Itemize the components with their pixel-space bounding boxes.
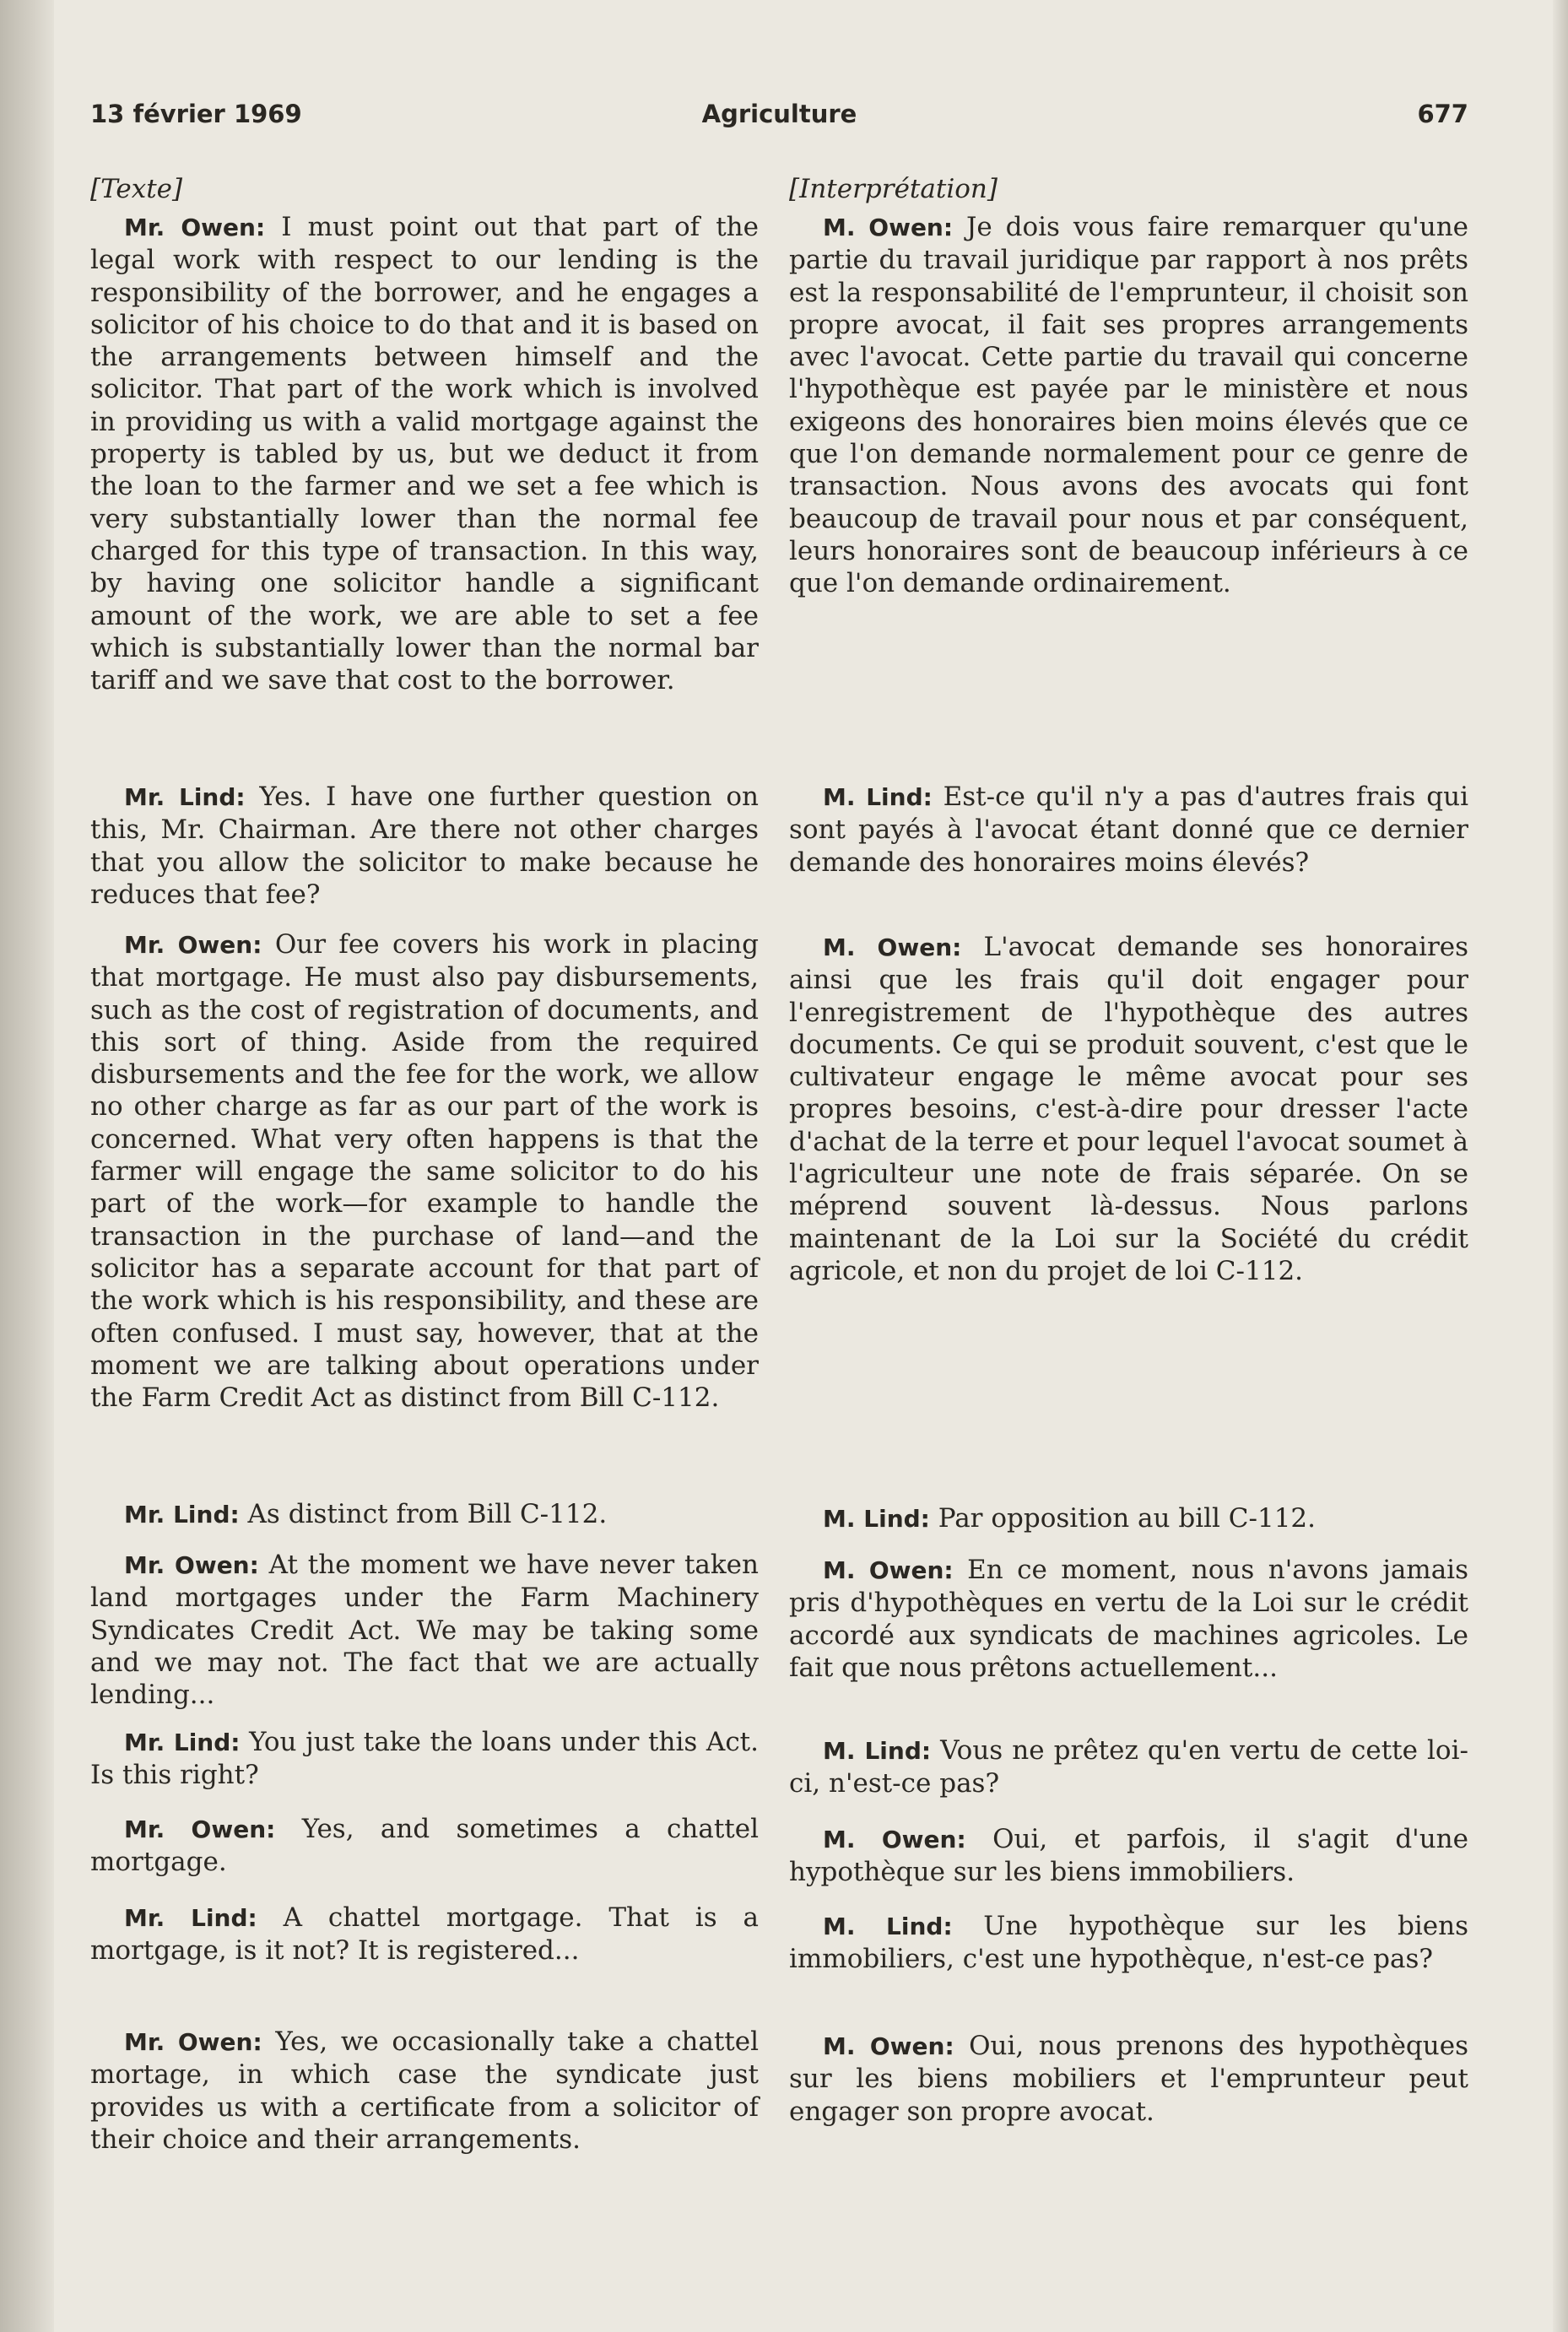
speaker-name: Mr. Lind: (124, 1501, 240, 1529)
paragraph-text: Est-ce qu'il n'y a pas d'autres frais qui sont payés à l'avocat étant donné que ce dernier demande des honoraires moins élevés? (789, 782, 1469, 878)
speaker-name: M. Owen: (823, 214, 954, 241)
speaker-name: M. Lind: (823, 783, 933, 811)
paragraph-text: At the moment we have never taken land mortgages under the Farm Machinery Syndicates Credit Act. We may be taking some and we may not. The fact that we are actually lending... (90, 1550, 759, 1711)
speaker-name: M. Lind: (823, 1913, 953, 1940)
paragraph-text: Une hypothèque sur les biens immobiliers, c'est une hypothèque, n'est-ce pas? (789, 1911, 1468, 1975)
paragraph-text: I must point out that part of the legal work with respect to our lending is the responsibility of the borrower, and he engages a solicitor of his choice to do that and it is based on the arrangements between himself and the solicitor. That part of the work which is involved in providing us with a valid mortgage against the property is tabled by us, but we deduct it from the loan to the farmer and we set a fee which is very substantially lower than the normal fee charged for this type of transaction. In this way, by having one solicitor handle a significant amount of the work, we are able to set a fee which is substantially lower than the normal bar tariff and we save that cost to the borrower. (90, 212, 759, 696)
french-column (789, 173, 1469, 2127)
speaker-name: Mr. Owen: (124, 1815, 276, 1843)
speaker-name: Mr. Owen: (124, 2028, 262, 2056)
paragraph (90, 1549, 759, 1711)
paragraph (90, 2026, 759, 2156)
paragraph-text: Yes, and sometimes a chattel mortgage. (90, 1814, 760, 1878)
running-header (90, 100, 1468, 142)
speaker-name: M. Owen: (823, 1826, 966, 1853)
speaker-name: Mr. Owen: (124, 931, 262, 959)
paragraph-text: Oui, et parfois, il s'agit d'une hypothèque sur les biens immobiliers. (789, 1824, 1468, 1888)
speaker-name: M. Lind: (823, 1505, 930, 1533)
paragraph (789, 1910, 1468, 1976)
paragraph-text: Our fee covers his work in placing that mortgage. He must also pay disbursements, such as the cost of registration of documents, and this sort of thing. Aside from the required disbursements and the fee for the work, we allow no other charge as far as our part of the work is concerned. What very often happens is that the farmer will engage the same solicitor to do his part of the work—for example to handle the transaction in the purchase of land—and the solicitor has a separate account for that part of the work which is his responsibility, and these are often confused. I must say, however, that at the moment we are talking about operations under the Farm Credit Act as distinct from Bill C-112. (90, 929, 759, 1414)
speaker-name: Mr. Lind: (124, 783, 246, 811)
speaker-name: M. Owen: (823, 933, 962, 961)
paragraph (789, 1823, 1468, 1889)
paragraph-text: L'avocat demande ses honoraires ainsi que les frais qu'il doit engager pour l'enregistrement de l'hypothèque des autres documents. Ce qui se produit souvent, c'est que le cultivateur engage le même avocat pour ses propres besoins, c'est-à-dire pour dresser l'acte d'achat de la terre et pour lequel l'avocat soumet à l'agriculteur une note de frais séparée. On se méprend souvent là-dessus. Nous parlons maintenant de la Loi sur la Société du crédit agricole, et non du projet de loi C-112. (789, 932, 1469, 1286)
paragraph (90, 1498, 759, 1531)
paragraph (789, 1502, 1468, 1535)
paragraph (90, 1813, 759, 1879)
paragraph-text: Je dois vous faire remarquer qu'une partie du travail juridique par rapport à nos prêts est la responsabilité de l'emprunteur, il choisit son propre avocat, il fait ses propres arrangements avec l'avocat. Cette partie du travail qui concerne l'hypothèque est payée par le ministère et nous exigeons des honoraires bien moins élevés que ce que l'on demande normalement pour ce genre de transaction. Nous avons des avocats qui font beaucoup de travail pour nous et par conséquent, leurs honoraires sont de beaucoup inférieurs à ce que l'on demande ordinairement. (789, 212, 1469, 599)
speaker-name: Mr. Lind: (124, 1729, 241, 1756)
paragraph-text: A chattel mortgage. That is a mortgage, is it not? It is registered... (90, 1902, 759, 1967)
page-edge (1553, 0, 1568, 2332)
header-title: Agriculture (701, 100, 857, 128)
paragraph-text: Vous ne prêtez qu'en vertu de cette loi-ci, n'est-ce pas? (789, 1735, 1468, 1799)
column-label-interpretation: [Interprétation] (789, 174, 998, 204)
speaker-name: M. Owen: (823, 2032, 954, 2060)
paragraph (789, 781, 1468, 879)
paragraph (789, 931, 1468, 1287)
speaker-name: M. Owen: (823, 1556, 954, 1584)
paragraph-text: En ce moment, nous n'avons jamais pris d'hypothèques en vertu de la Loi sur le crédit accordé aux syndicats de machines agricoles. Le fait que nous prêtons actuellement... (789, 1555, 1469, 1683)
speaker-name: Mr. Owen: (124, 1551, 259, 1579)
paragraph (90, 928, 759, 1414)
paragraph-text: Yes, we occasionally take a chattel mortage, in which case the syndicate just provides us with a certificate from a solicitor of their choice and their arrangements. (90, 2026, 759, 2155)
speaker-name: Mr. Lind: (124, 1904, 257, 1932)
paragraph (90, 1902, 759, 1967)
speaker-name: Mr. Owen: (124, 214, 266, 241)
paragraph (789, 1554, 1468, 1684)
page-number: 677 (1417, 100, 1468, 128)
paragraph-text: Par opposition au bill C-112. (938, 1503, 1317, 1534)
column-label-texte: [Texte] (90, 174, 183, 204)
english-column (90, 173, 760, 2155)
paragraph-text: Oui, nous prenons des hypothèques sur les biens mobiliers et l'emprunteur peut engager son propre avocat. (789, 2031, 1468, 2127)
paragraph (789, 2030, 1468, 2128)
paragraph (90, 781, 759, 911)
paragraph (789, 1734, 1468, 1800)
paragraph-text: You just take the loans under this Act. Is this right? (90, 1727, 759, 1791)
paragraph (90, 1726, 759, 1792)
speaker-name: M. Lind: (823, 1737, 932, 1765)
paragraph-text: Yes. I have one further question on this, Mr. Chairman. Are there not other charges that you allow the solicitor to make because he reduces that fee? (90, 782, 759, 910)
paragraph-text: As distinct from Bill C-112. (247, 1499, 608, 1529)
header-date: 13 février 1969 (90, 100, 302, 128)
binding-spine (0, 0, 54, 2332)
paragraph (789, 211, 1468, 600)
paragraph (90, 211, 759, 696)
